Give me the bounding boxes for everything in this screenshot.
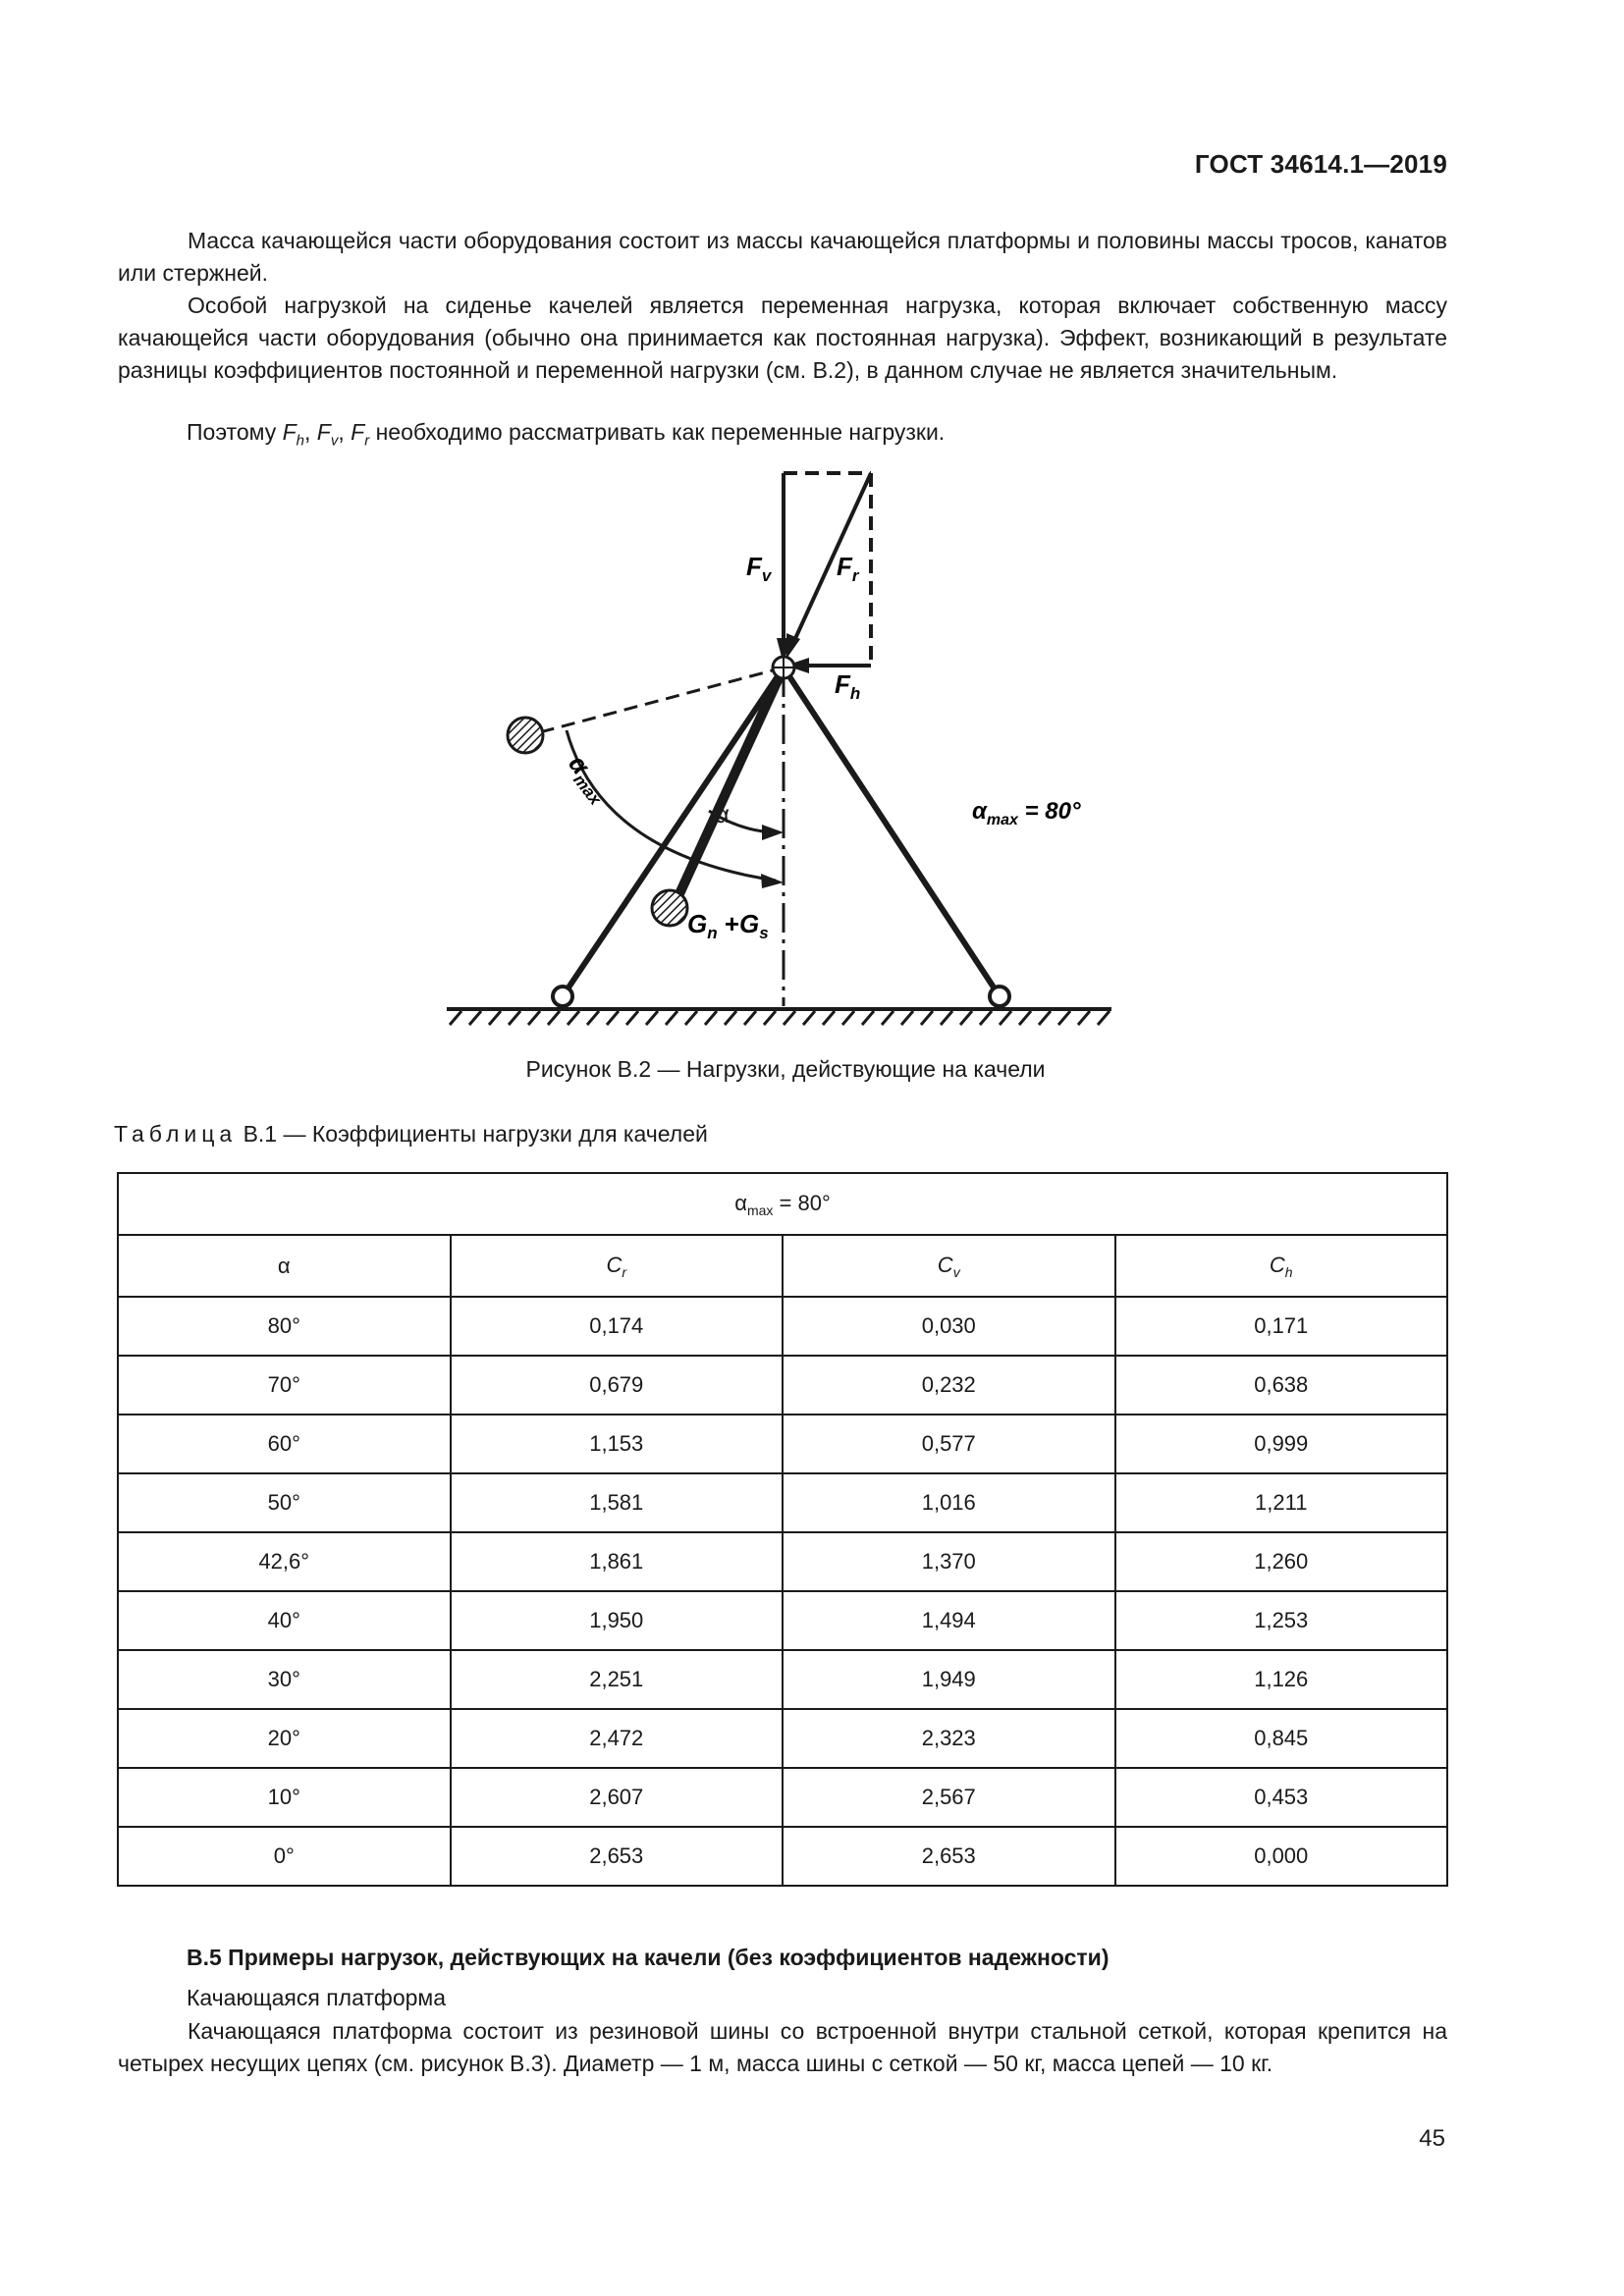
table-cell: 2,653 [451,1827,784,1886]
table-cell: 1,126 [1115,1650,1448,1709]
column-header-ch: $C_h$ [1115,1235,1448,1297]
table-cell: 0,174 [451,1297,784,1356]
table-cell: 70° [118,1356,451,1415]
table-cell: 1,260 [1115,1532,1448,1591]
table-cell: 30° [118,1650,451,1709]
swing-mass [652,890,687,926]
table-cell: 2,607 [451,1768,784,1827]
label-alpha: α [715,799,731,828]
swing-rod [677,667,784,898]
table-cell: 0,999 [1115,1415,1448,1473]
label-alpha-max-value: $\alpha_{max} = 80^\circ$ [972,798,1081,828]
table-row [118,1768,1447,1827]
table-row [118,1473,1447,1532]
table-cell: 20° [118,1709,451,1768]
ground-hatching [450,1011,1110,1025]
swing-loads-diagram [0,0,1624,1060]
section-subtitle: Качающаяся платформа [187,1985,447,2010]
table-cell: 1,153 [451,1415,784,1473]
table-cell: 80° [118,1297,451,1356]
table-cell: 1,016 [783,1473,1115,1532]
swing-mass-max-position [508,718,543,753]
fr-arrow [792,473,871,645]
alpha-max-header-cell: $\alpha_{max} = 80^\circ$ [118,1173,1447,1235]
table-row [118,1356,1447,1415]
column-header-alpha: α [118,1235,451,1297]
table-cell: 42,6° [118,1532,451,1591]
paragraph-mass: Масса качающейся части оборудования состоит из массы качающейся платформы и половины массы тросов, канатов или стержней. [118,228,1447,286]
top-pivot [773,657,794,678]
figure-caption: Рисунок В.2 — Нагрузки, действующие на качели [525,1056,1046,1082]
column-header-cr: $C_r$ [451,1235,784,1297]
table-cell: 0,232 [783,1356,1115,1415]
table-cell: 0° [118,1827,451,1886]
section-title: В.5 Примеры нагрузок, действующих на качели (без коэффициентов надежности) [187,1945,1110,1970]
table-cell: 0,577 [783,1415,1115,1473]
column-header-cv: $C_v$ [783,1235,1115,1297]
table-cell: 60° [118,1415,451,1473]
table-cell: 0,171 [1115,1297,1448,1356]
right-support-hinge [990,987,1009,1006]
table-cell: 1,581 [451,1473,784,1532]
section-paragraph: Качающаяся платформа состоит из резиновой шины со встроенной внутри стальной сеткой, которая крепится на четырех несущих цепях (см. рисунок В.3). Диаметр — 1 м, масса шины с сеткой — 50 кг, масса цепей — 10 кг. [118,2018,1447,2076]
table-cell: 0,453 [1115,1768,1448,1827]
table-cell: 40° [118,1591,451,1650]
right-frame-leg [784,667,1000,996]
paragraph-therefore: Поэтому $F_h$, $F_v$, $F_r$ необходимо рассматривать как переменные нагрузки. [187,419,946,450]
alpha-max-arrowhead [761,874,784,888]
table-row [118,1532,1447,1591]
table-cell: 0,679 [451,1356,784,1415]
table-row [118,1415,1447,1473]
label-gn-gs: $G_n +G_s$ [687,909,769,942]
label-fv: $F_v$ [746,552,772,585]
document-number: ГОСТ 34614.1—2019 [1194,149,1447,179]
table-caption: Таблица В.1 — Коэффициенты нагрузки для качелей [114,1121,708,1147]
left-support-hinge [553,987,572,1006]
label-alpha-max: $\alpha_{max}$ [563,749,605,809]
table-cell: 0,638 [1115,1356,1448,1415]
table-cell: 1,253 [1115,1591,1448,1650]
table-row [118,1297,1447,1356]
table-cell: 1,494 [783,1591,1115,1650]
table-cell: 1,370 [783,1532,1115,1591]
table-column-headers [118,1235,1447,1297]
table-cell: 2,567 [783,1768,1115,1827]
table-cell: 1,861 [451,1532,784,1591]
paragraph-special-load: Особой нагрузкой на сиденье качелей является переменная нагрузка, которая включает собственную массу качающейся части оборудования (обычно она принимается как постоянная нагрузка). Эффект, возникающий в результате разницы коэффициентов постоянной и переменной нагрузки (см. В.2), в данном случае не является значительным. [118,293,1447,383]
table-row [118,1591,1447,1650]
table-cell: 2,251 [451,1650,784,1709]
table-row [118,1827,1447,1886]
label-fr: $F_r$ [837,552,859,585]
table-top-header [118,1173,1447,1235]
table-cell: 0,030 [783,1297,1115,1356]
table-cell: 50° [118,1473,451,1532]
table-cell: 2,653 [783,1827,1115,1886]
table-cell: 0,845 [1115,1709,1448,1768]
table-cell: 1,950 [451,1591,784,1650]
load-coefficients-table [117,1172,1448,1887]
left-frame-leg [563,667,784,996]
table-cell: 1,949 [783,1650,1115,1709]
page-number: 45 [1419,2125,1445,2152]
table-cell: 10° [118,1768,451,1827]
table-row [118,1650,1447,1709]
table-cell: 2,472 [451,1709,784,1768]
table-cell: 0,000 [1115,1827,1448,1886]
table-cell: 2,323 [783,1709,1115,1768]
table-row [118,1709,1447,1768]
table-cell: 1,211 [1115,1473,1448,1532]
label-fh: $F_h$ [835,669,861,703]
alpha-arrowhead [762,825,784,840]
